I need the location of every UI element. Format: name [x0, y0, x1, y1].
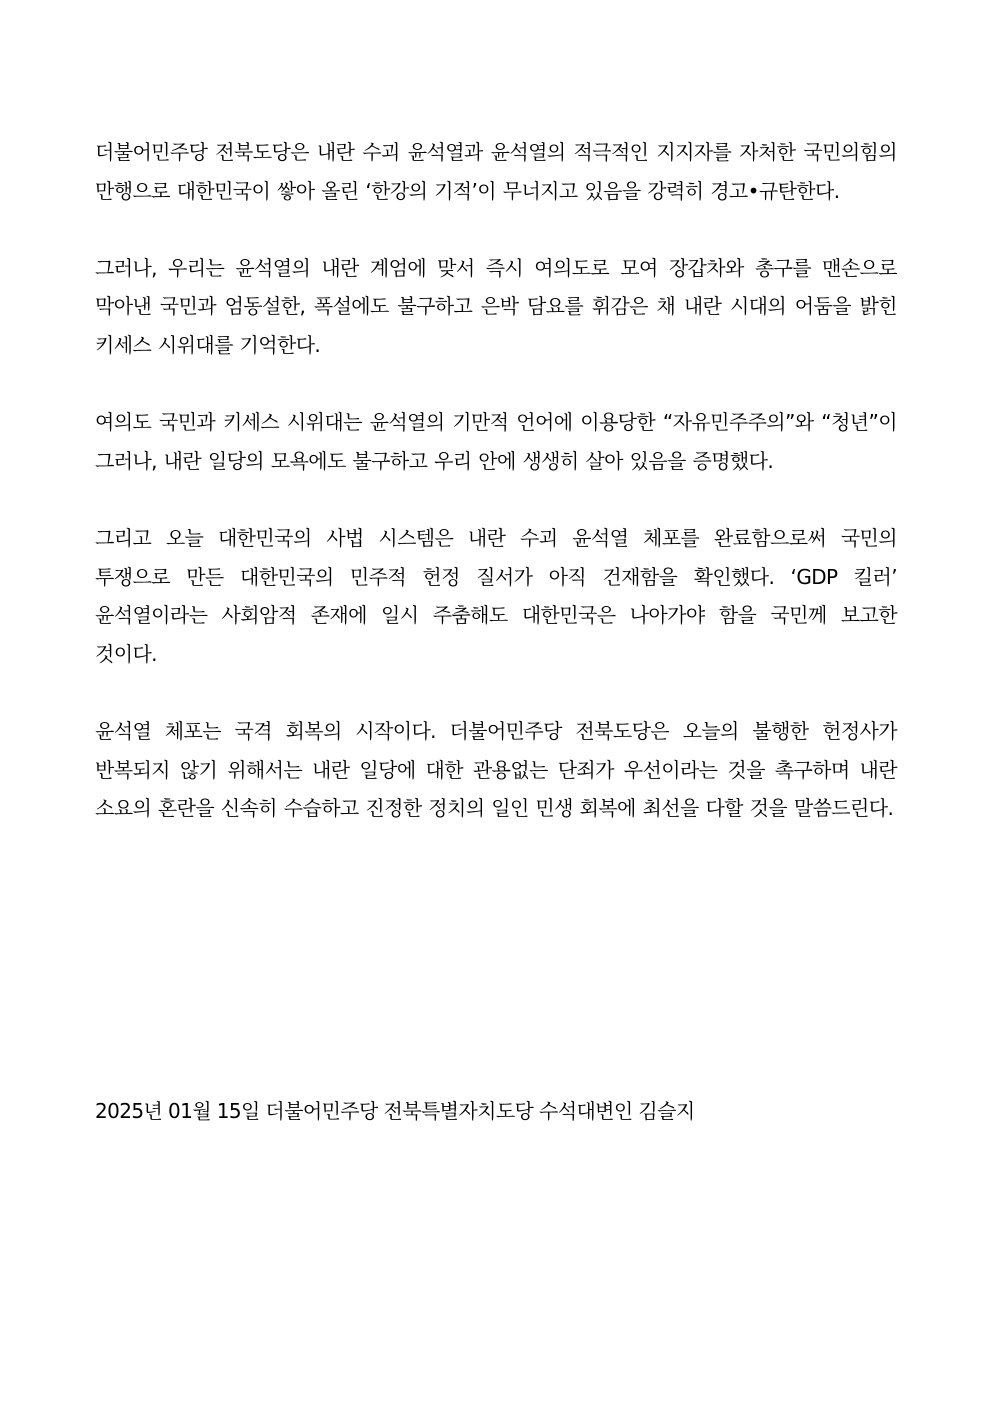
paragraph-5: 윤석열 체포는 국격 회복의 시작이다. 더불어민주당 전북도당은 오늘의 불행한 헌정사가 반복되지 않기 위해서는 내란 일당에 대한 관용없는 단죄가 우선이라는 것을 촉구하며 내란 소요의 혼란을 신속히 수습하고 진정한 정치의 일인 민생 회복에 최선을 다할 것을 말씀드린다. — [95, 718, 897, 821]
signature-line: 2025년 01월 15일 더불어민주당 전북특별자치도당 수석대변인 김슬지 — [95, 1099, 695, 1123]
document-body — [95, 133, 897, 828]
paragraph-4: 그리고 오늘 대한민국의 사법 시스템은 내란 수괴 윤석열 체포를 완료함으로써 국민의 투쟁으로 만든 대한민국의 민주적 헌정 질서가 아직 건재함을 확인했다. ‘GDP 킬러’ 윤석열이라는 사회암적 존재에 일시 주춤해도 대한민국은 나아가야 함을 국민께 보고한 것이다. — [95, 525, 897, 666]
paragraph-3: 여의도 국민과 키세스 시위대는 윤석열의 기만적 언어에 이용당한 “자유민주주의”와 “청년”이 그러나, 내란 일당의 모욕에도 불구하고 우리 안에 생생히 살아 있음을 증명했다. — [95, 410, 897, 473]
paragraph-1: 더불어민주당 전북도당은 내란 수괴 윤석열과 윤석열의 적극적인 지지자를 자처한 국민의힘의 만행으로 대한민국이 쌓아 올린 ‘한강의 기적’이 무너지고 있음을 강력히 경고•규탄한다. — [95, 140, 897, 203]
paragraph-2: 그러나, 우리는 윤석열의 내란 계엄에 맞서 즉시 여의도로 모여 장갑차와 총구를 맨손으로 막아낸 국민과 엄동설한, 폭설에도 불구하고 은박 담요를 휘감은 채 내란 시대의 어둠을 밝힌 키세스 시위대를 기억한다. — [95, 255, 897, 357]
